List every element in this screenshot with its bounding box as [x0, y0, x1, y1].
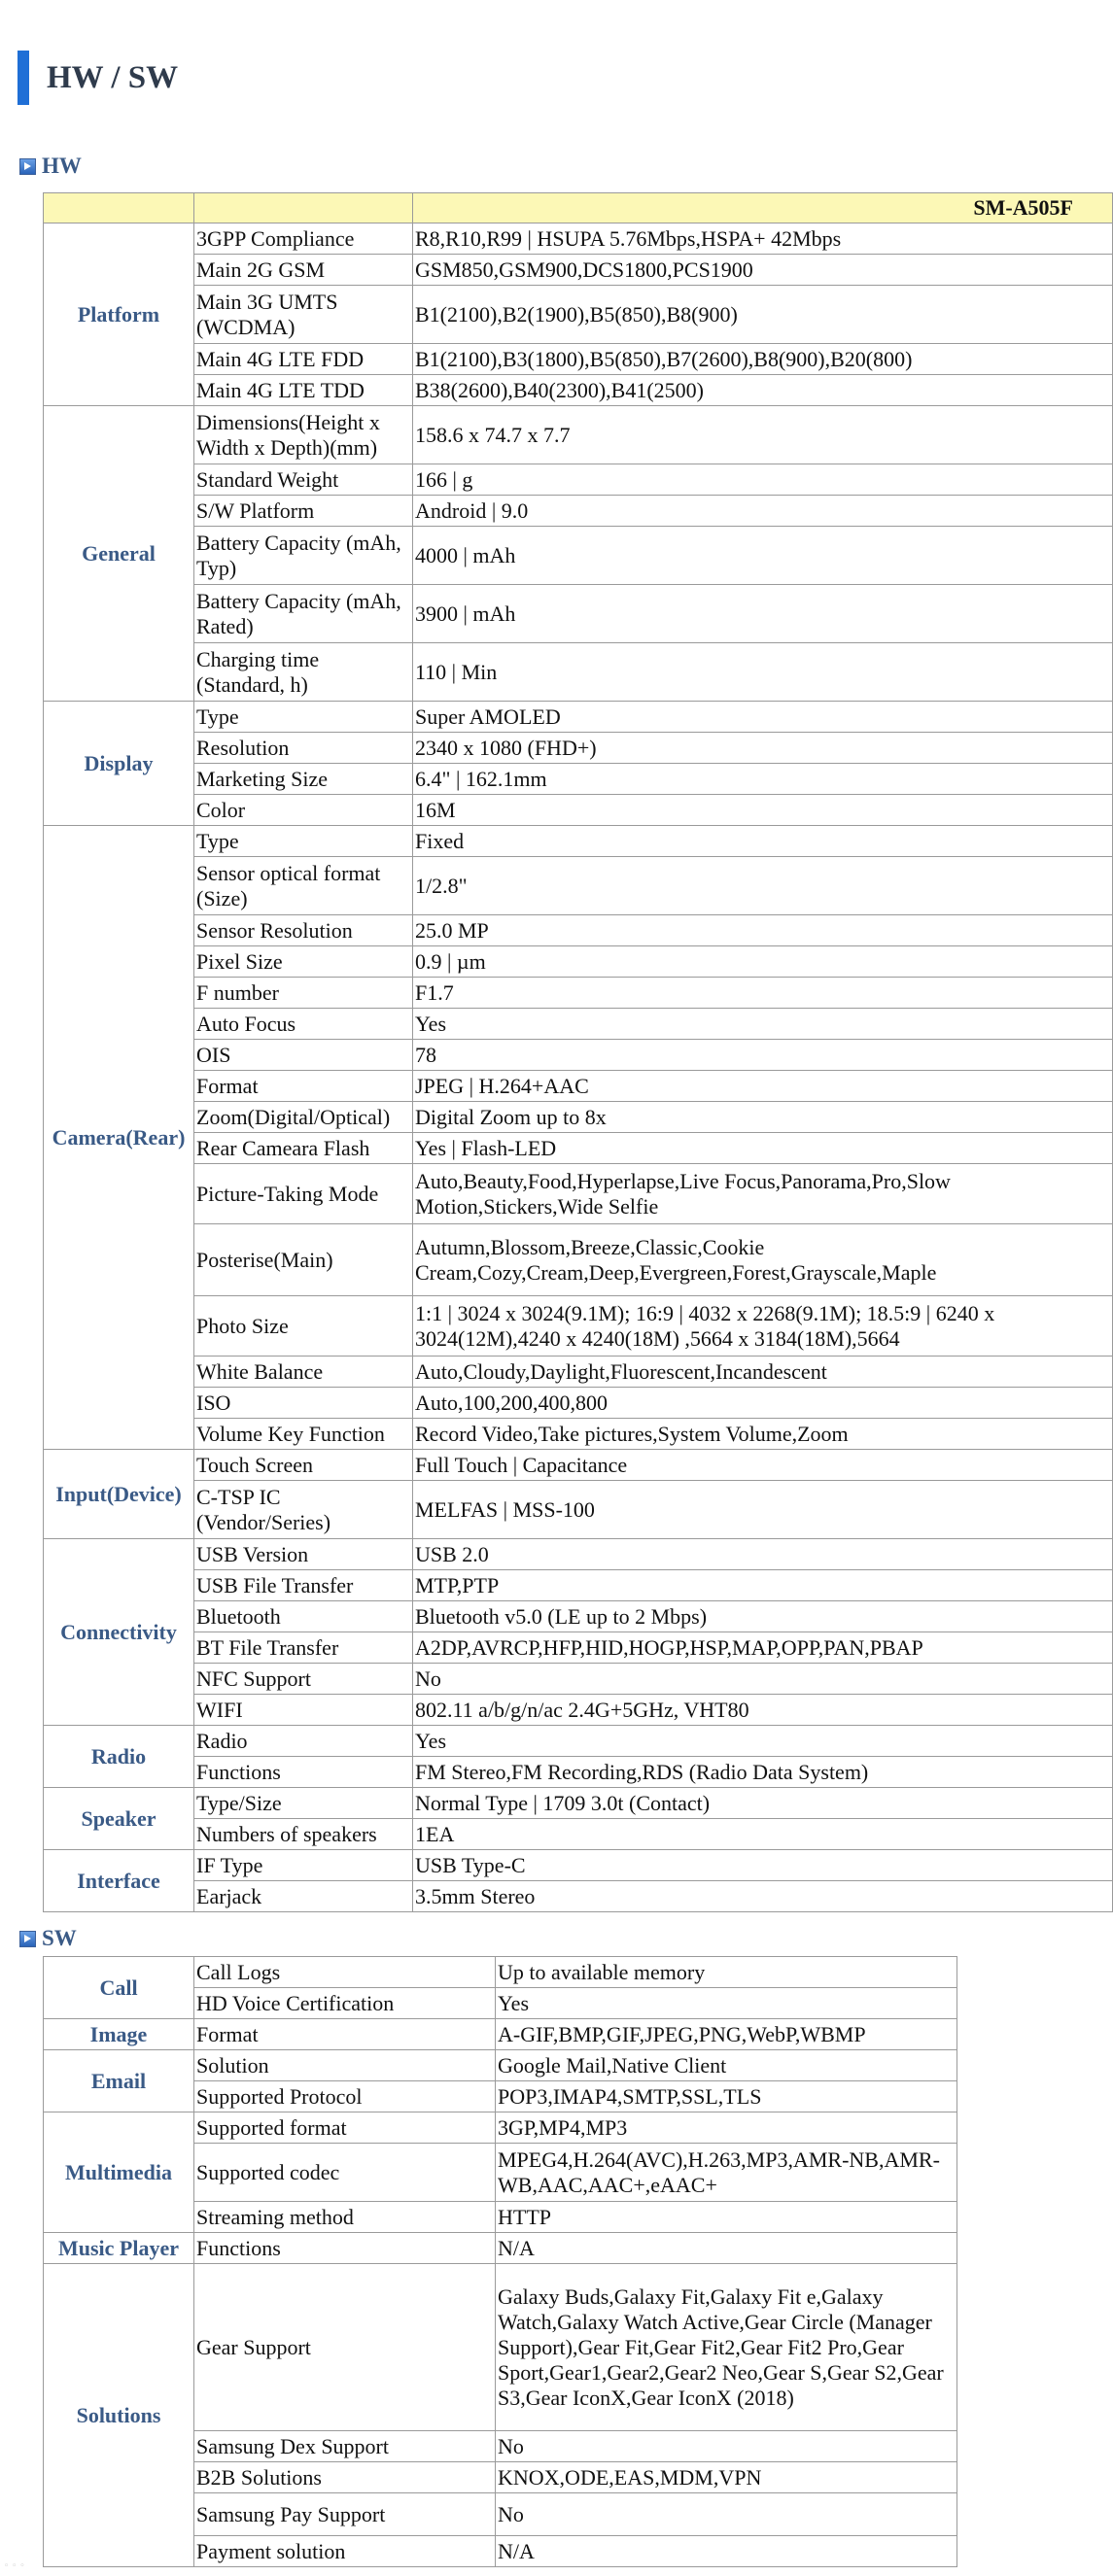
spec-value: POP3,IMAP4,SMTP,SSL,TLS — [496, 2081, 957, 2112]
spec-label: Format — [194, 1071, 413, 1102]
spec-label: Radio — [194, 1726, 413, 1757]
category-cell: Input(Device) — [44, 1450, 194, 1539]
table-row — [44, 795, 1113, 826]
spec-label: Payment solution — [194, 2536, 496, 2567]
spec-label: Samsung Dex Support — [194, 2431, 496, 2462]
table-row — [44, 1757, 1113, 1788]
table-row — [44, 585, 1113, 643]
spec-value: 16M — [413, 795, 1113, 826]
spec-value: F1.7 — [413, 978, 1113, 1009]
category-cell: Email — [44, 2050, 194, 2112]
spec-value: 6.4" | 162.1mm — [413, 764, 1113, 795]
spec-value: KNOX,ODE,EAS,MDM,VPN — [496, 2462, 957, 2493]
category-cell: Connectivity — [44, 1539, 194, 1726]
spec-value: Super AMOLED — [413, 702, 1113, 733]
spec-label: Charging time (Standard, h) — [194, 643, 413, 702]
spec-label: Call Logs — [194, 1957, 496, 1988]
table-row — [44, 406, 1113, 464]
table-row — [44, 1539, 1113, 1570]
spec-value: 78 — [413, 1040, 1113, 1071]
spec-label: OIS — [194, 1040, 413, 1071]
table-row — [44, 527, 1113, 585]
spec-label: 3GPP Compliance — [194, 223, 413, 255]
spec-label: WIFI — [194, 1695, 413, 1726]
spec-label: Auto Focus — [194, 1009, 413, 1040]
spec-value: Normal Type | 1709 3.0t (Contact) — [413, 1788, 1113, 1819]
table-row — [44, 1481, 1113, 1539]
header-accent-bar — [17, 51, 29, 105]
spec-value: B38(2600),B40(2300),B41(2500) — [413, 375, 1113, 406]
spec-value: Android | 9.0 — [413, 496, 1113, 527]
table-row — [44, 344, 1113, 375]
table-row — [44, 1296, 1113, 1357]
spec-label: B2B Solutions — [194, 2462, 496, 2493]
spec-value: Autumn,Blossom,Breeze,Classic,Cookie Cream,Cozy,Cream,Deep,Evergreen,Forest,Grayscale,Maple — [413, 1224, 1113, 1296]
table-row — [44, 464, 1113, 496]
spec-value: 2340 x 1080 (FHD+) — [413, 733, 1113, 764]
spec-label: Sensor optical format (Size) — [194, 857, 413, 915]
expand-arrow-icon[interactable] — [19, 158, 36, 175]
spec-value: A2DP,AVRCP,HFP,HID,HOGP,HSP,MAP,OPP,PAN,PBAP — [413, 1632, 1113, 1664]
spec-label: Posterise(Main) — [194, 1224, 413, 1296]
spec-value: R8,R10,R99 | HSUPA 5.76Mbps,HSPA+ 42Mbps — [413, 223, 1113, 255]
spec-value: USB Type-C — [413, 1850, 1113, 1881]
spec-value: GSM850,GSM900,DCS1800,PCS1900 — [413, 255, 1113, 286]
category-cell: Multimedia — [44, 2112, 194, 2233]
sw-table-container — [43, 1956, 956, 2567]
category-cell: Camera(Rear) — [44, 826, 194, 1450]
category-cell: Interface — [44, 1850, 194, 1912]
table-row — [44, 764, 1113, 795]
table-row — [44, 2264, 957, 2431]
table-row — [44, 1224, 1113, 1296]
table-row — [44, 1850, 1113, 1881]
hw-section-header[interactable] — [19, 154, 82, 179]
hw-table-container — [43, 192, 1073, 1912]
spec-label: S/W Platform — [194, 496, 413, 527]
page-title: HW / SW — [47, 59, 179, 95]
spec-value: Yes — [496, 1988, 957, 2019]
spec-value: HTTP — [496, 2202, 957, 2233]
table-row — [44, 2112, 957, 2144]
spec-value: 3900 | mAh — [413, 585, 1113, 643]
spec-label: Rear Cameara Flash — [194, 1133, 413, 1164]
spec-label: USB Version — [194, 1539, 413, 1570]
spec-label: Streaming method — [194, 2202, 496, 2233]
spec-value: Record Video,Take pictures,System Volume,Zoom — [413, 1419, 1113, 1450]
spec-value: MPEG4,H.264(AVC),H.263,MP3,AMR-NB,AMR-WB,AAC,AAC+,eAAC+ — [496, 2144, 957, 2202]
table-row — [44, 978, 1113, 1009]
spec-label: Main 4G LTE TDD — [194, 375, 413, 406]
spec-label: USB File Transfer — [194, 1570, 413, 1601]
page-header — [17, 51, 178, 105]
spec-value: 25.0 MP — [413, 915, 1113, 946]
spec-value: 110 | Min — [413, 643, 1113, 702]
category-cell: Image — [44, 2019, 194, 2050]
spec-label: HD Voice Certification — [194, 1988, 496, 2019]
spec-label: Earjack — [194, 1881, 413, 1912]
spec-label: Supported codec — [194, 2144, 496, 2202]
table-row — [44, 375, 1113, 406]
spec-label: BT File Transfer — [194, 1632, 413, 1664]
spec-label: C-TSP IC (Vendor/Series) — [194, 1481, 413, 1539]
table-row — [44, 702, 1113, 733]
spec-value: MELFAS | MSS-100 — [413, 1481, 1113, 1539]
spec-value: 3GP,MP4,MP3 — [496, 2112, 957, 2144]
corner-watermark-icon: ◦ ◦ ◦ — [4, 2561, 25, 2571]
spec-label: Dimensions(Height x Width x Depth)(mm) — [194, 406, 413, 464]
spec-label: Supported Protocol — [194, 2081, 496, 2112]
spec-label: Type — [194, 702, 413, 733]
spec-label: Supported format — [194, 2112, 496, 2144]
spec-label: Sensor Resolution — [194, 915, 413, 946]
table-row — [44, 946, 1113, 978]
category-cell: Radio — [44, 1726, 194, 1788]
table-row — [44, 1164, 1113, 1224]
spec-label: Pixel Size — [194, 946, 413, 978]
spec-value: 166 | g — [413, 464, 1113, 496]
table-row — [44, 1450, 1113, 1481]
table-row — [44, 1570, 1113, 1601]
spec-label: IF Type — [194, 1850, 413, 1881]
table-row — [44, 1040, 1113, 1071]
table-row — [44, 2019, 957, 2050]
category-cell: Music Player — [44, 2233, 194, 2264]
table-row — [44, 1009, 1113, 1040]
table-row — [44, 1819, 1113, 1850]
table-row — [44, 1388, 1113, 1419]
spec-label: Main 4G LTE FDD — [194, 344, 413, 375]
table-row — [44, 1664, 1113, 1695]
table-row — [44, 643, 1113, 702]
model-header-blank — [44, 193, 194, 223]
spec-value: No — [496, 2431, 957, 2462]
sw-section-header[interactable] — [19, 1926, 77, 1951]
spec-label: Picture-Taking Mode — [194, 1164, 413, 1224]
spec-value: JPEG | H.264+AAC — [413, 1071, 1113, 1102]
spec-label: Battery Capacity (mAh, Rated) — [194, 585, 413, 643]
table-row — [44, 857, 1113, 915]
spec-label: Bluetooth — [194, 1601, 413, 1632]
spec-value: Auto,Beauty,Food,Hyperlapse,Live Focus,Panorama,Pro,Slow Motion,Stickers,Wide Selfie — [413, 1164, 1113, 1224]
table-row — [44, 1357, 1113, 1388]
spec-label: Volume Key Function — [194, 1419, 413, 1450]
sw-spec-table — [43, 1956, 957, 2567]
category-cell: Call — [44, 1957, 194, 2019]
table-row — [44, 1601, 1113, 1632]
spec-value: N/A — [496, 2536, 957, 2567]
spec-label: Color — [194, 795, 413, 826]
table-row — [44, 733, 1113, 764]
spec-value: 0.9 | µm — [413, 946, 1113, 978]
spec-value: Galaxy Buds,Galaxy Fit,Galaxy Fit e,Galaxy Watch,Galaxy Watch Active,Gear Circle (Manager Support),Gear Fit,Gear Fit2,Gear Fit2 Pro,Gear Sport,Gear1,Gear2,Gear2 Neo,Gear S,Gear S2,Gear S3,Gear IconX,Gear IconX (2018) — [496, 2264, 957, 2431]
table-row — [44, 1881, 1113, 1912]
table-row — [44, 915, 1113, 946]
spec-value: 802.11 a/b/g/n/ac 2.4G+5GHz, VHT80 — [413, 1695, 1113, 1726]
spec-label: Touch Screen — [194, 1450, 413, 1481]
spec-label: Type/Size — [194, 1788, 413, 1819]
table-row — [44, 255, 1113, 286]
spec-label: Resolution — [194, 733, 413, 764]
spec-value: Yes | Flash-LED — [413, 1133, 1113, 1164]
model-header-blank — [194, 193, 413, 223]
spec-value: Digital Zoom up to 8x — [413, 1102, 1113, 1133]
table-row — [44, 1726, 1113, 1757]
spec-value: Full Touch | Capacitance — [413, 1450, 1113, 1481]
model-name: SM-A505F — [413, 193, 1113, 223]
spec-value: Fixed — [413, 826, 1113, 857]
spec-value: Yes — [413, 1726, 1113, 1757]
spec-value: 158.6 x 74.7 x 7.7 — [413, 406, 1113, 464]
spec-label: Photo Size — [194, 1296, 413, 1357]
spec-value: Up to available memory — [496, 1957, 957, 1988]
table-row — [44, 496, 1113, 527]
spec-label: Marketing Size — [194, 764, 413, 795]
spec-value: 4000 | mAh — [413, 527, 1113, 585]
spec-value: B1(2100),B2(1900),B5(850),B8(900) — [413, 286, 1113, 344]
spec-label: ISO — [194, 1388, 413, 1419]
spec-value: Auto,100,200,400,800 — [413, 1388, 1113, 1419]
table-row — [44, 223, 1113, 255]
spec-value: N/A — [496, 2233, 957, 2264]
spec-label: NFC Support — [194, 1664, 413, 1695]
spec-label: Main 3G UMTS (WCDMA) — [194, 286, 413, 344]
spec-value: 1EA — [413, 1819, 1113, 1850]
category-cell: Display — [44, 702, 194, 826]
table-row — [44, 1419, 1113, 1450]
spec-value: A-GIF,BMP,GIF,JPEG,PNG,WebP,WBMP — [496, 2019, 957, 2050]
spec-label: F number — [194, 978, 413, 1009]
spec-label: Functions — [194, 1757, 413, 1788]
sw-section-label: SW — [42, 1926, 77, 1950]
model-header-row — [44, 193, 1113, 223]
table-row — [44, 1957, 957, 1988]
table-row — [44, 1695, 1113, 1726]
expand-arrow-icon[interactable] — [19, 1931, 36, 1947]
spec-label: Battery Capacity (mAh, Typ) — [194, 527, 413, 585]
spec-value: No — [413, 1664, 1113, 1695]
spec-value: FM Stereo,FM Recording,RDS (Radio Data System) — [413, 1757, 1113, 1788]
spec-label: Gear Support — [194, 2264, 496, 2431]
category-cell: Platform — [44, 223, 194, 406]
spec-value: Yes — [413, 1009, 1113, 1040]
table-row — [44, 1071, 1113, 1102]
table-row — [44, 1788, 1113, 1819]
spec-value: No — [496, 2493, 957, 2536]
spec-value: 1:1 | 3024 x 3024(9.1M); 16:9 | 4032 x 2268(9.1M); 18.5:9 | 6240 x 3024(12M),4240 x 4240(18M) ,5664 x 3184(18M),5664 — [413, 1296, 1113, 1357]
spec-label: Type — [194, 826, 413, 857]
spec-value: Google Mail,Native Client — [496, 2050, 957, 2081]
spec-label: Solution — [194, 2050, 496, 2081]
table-row — [44, 1102, 1113, 1133]
spec-label: Zoom(Digital/Optical) — [194, 1102, 413, 1133]
spec-label: Samsung Pay Support — [194, 2493, 496, 2536]
spec-label: Numbers of speakers — [194, 1819, 413, 1850]
spec-label: Main 2G GSM — [194, 255, 413, 286]
spec-value: USB 2.0 — [413, 1539, 1113, 1570]
spec-value: B1(2100),B3(1800),B5(850),B7(2600),B8(900),B20(800) — [413, 344, 1113, 375]
table-row — [44, 826, 1113, 857]
spec-value: Auto,Cloudy,Daylight,Fluorescent,Incandescent — [413, 1357, 1113, 1388]
hw-section-label: HW — [42, 154, 82, 178]
category-cell: Solutions — [44, 2264, 194, 2567]
table-row — [44, 2233, 957, 2264]
spec-value: MTP,PTP — [413, 1570, 1113, 1601]
table-row — [44, 1133, 1113, 1164]
spec-label: Functions — [194, 2233, 496, 2264]
spec-label: Standard Weight — [194, 464, 413, 496]
table-row — [44, 1632, 1113, 1664]
spec-label: White Balance — [194, 1357, 413, 1388]
hw-spec-table — [43, 192, 1113, 1912]
spec-label: Format — [194, 2019, 496, 2050]
spec-value: 3.5mm Stereo — [413, 1881, 1113, 1912]
table-row — [44, 2050, 957, 2081]
spec-value: Bluetooth v5.0 (LE up to 2 Mbps) — [413, 1601, 1113, 1632]
spec-value: 1/2.8" — [413, 857, 1113, 915]
category-cell: General — [44, 406, 194, 702]
category-cell: Speaker — [44, 1788, 194, 1850]
table-row — [44, 286, 1113, 344]
